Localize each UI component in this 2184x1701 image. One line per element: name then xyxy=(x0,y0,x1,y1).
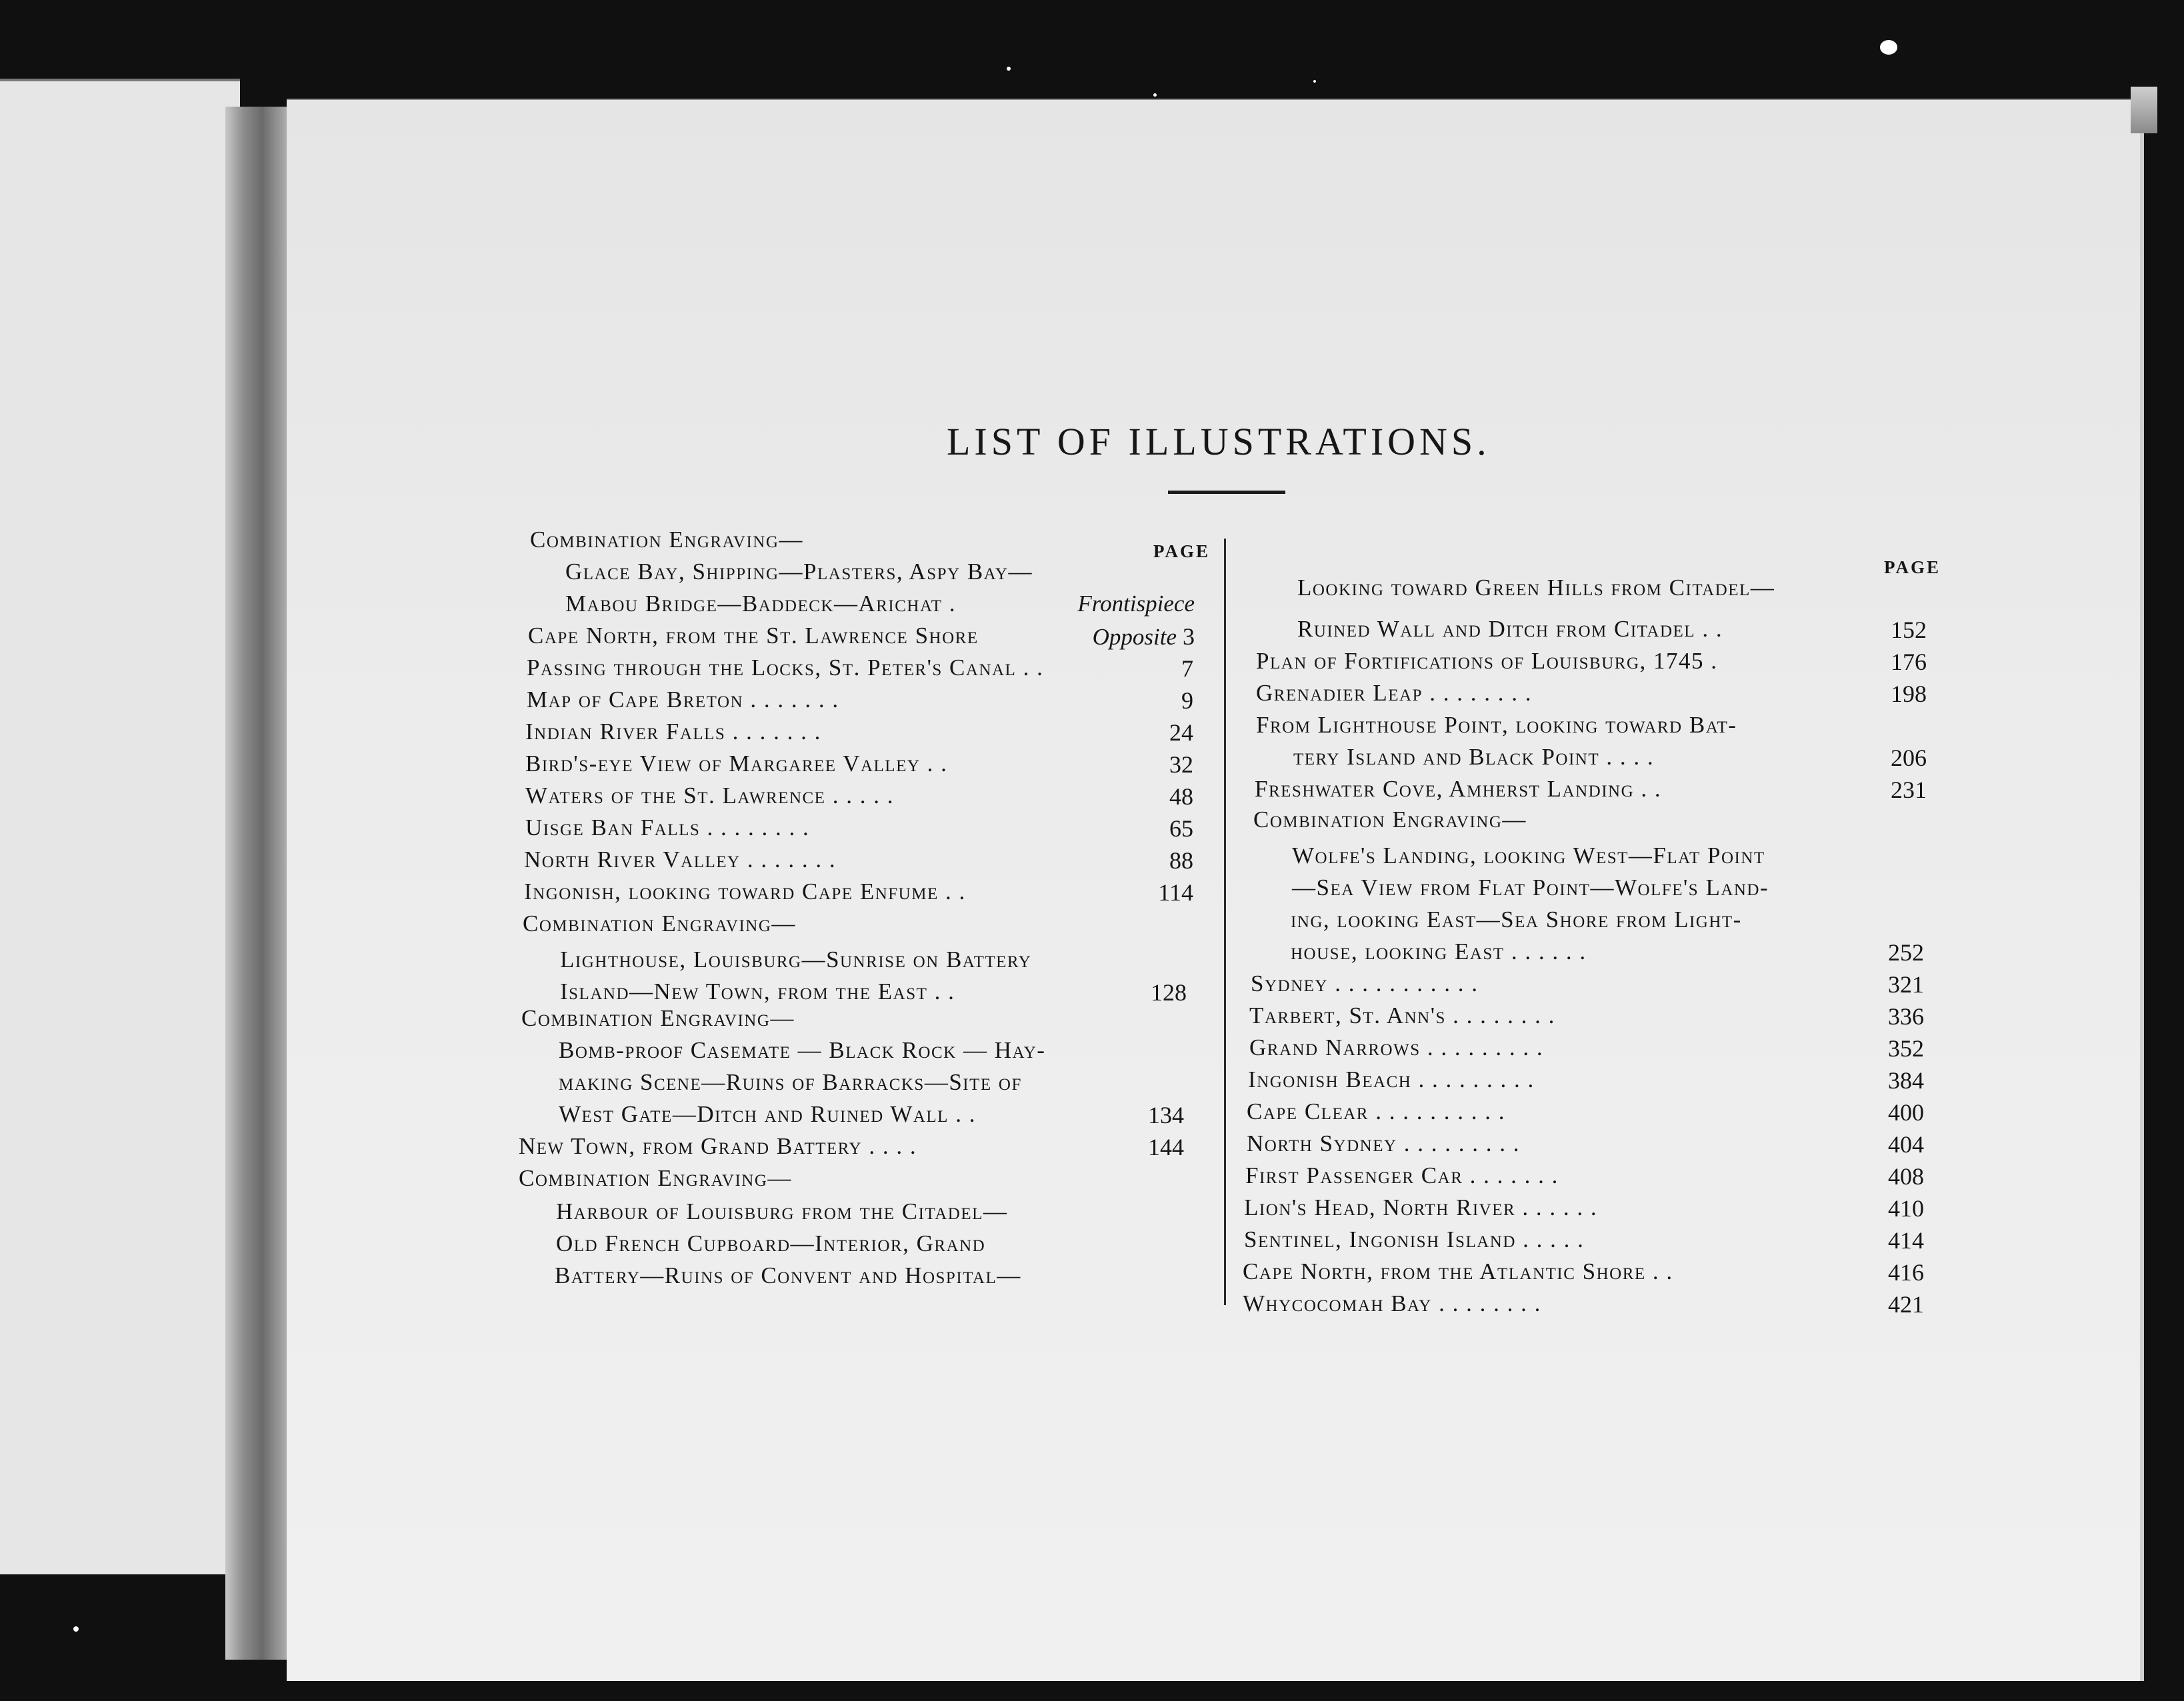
list-item-page: 65 xyxy=(1169,815,1193,842)
list-item: Freshwater Cove, Amherst Landing . . xyxy=(1255,776,1662,802)
list-item: Cape Clear . . . . . . . . . . xyxy=(1247,1098,1505,1124)
list-item: Bomb-proof Casemate — Black Rock — Hay- xyxy=(559,1037,1046,1063)
list-item-page: 321 xyxy=(1888,971,1924,998)
list-item-page: 404 xyxy=(1888,1131,1924,1158)
list-item-page: 421 xyxy=(1888,1291,1924,1318)
list-item-page: 128 xyxy=(1151,979,1187,1006)
list-item-page: 48 xyxy=(1169,783,1193,810)
list-item: Passing through the Locks, St. Peter's Canal . . xyxy=(527,655,1044,681)
list-item: First Passenger Car . . . . . . . xyxy=(1245,1162,1559,1188)
list-item-page: 416 xyxy=(1888,1259,1924,1286)
list-item-page: 176 xyxy=(1891,649,1927,675)
list-item-page: 24 xyxy=(1169,719,1193,746)
list-item-page: 352 xyxy=(1888,1035,1924,1062)
dust-speck xyxy=(1880,40,1897,55)
title-rule xyxy=(1168,491,1285,494)
list-item: West Gate—Ditch and Ruined Wall . . xyxy=(559,1101,976,1127)
list-item-page: 114 xyxy=(1158,879,1193,906)
list-item: house, looking East . . . . . . xyxy=(1291,938,1587,964)
page-right-edge xyxy=(2131,87,2157,133)
list-item-page: 9 xyxy=(1181,687,1193,714)
list-item-page: 408 xyxy=(1888,1163,1924,1190)
list-item: Looking toward Green Hills from Citadel— xyxy=(1297,575,1775,601)
list-item-page: 7 xyxy=(1181,655,1193,682)
list-item: Ingonish Beach . . . . . . . . . xyxy=(1248,1066,1535,1092)
list-item: Grand Narrows . . . . . . . . . xyxy=(1249,1034,1544,1060)
list-item-page: 198 xyxy=(1891,681,1927,707)
list-item: tery Island and Black Point . . . . xyxy=(1293,744,1655,770)
list-item: Harbour of Louisburg from the Citadel— xyxy=(556,1198,1008,1224)
list-item-page: 88 xyxy=(1169,847,1193,874)
list-item: Combination Engraving— xyxy=(521,1005,795,1031)
list-item-page: 152 xyxy=(1891,617,1927,643)
page-title: LIST OF ILLUSTRATIONS. xyxy=(947,419,1491,463)
list-item-page: 206 xyxy=(1891,745,1927,771)
list-item: Glace Bay, Shipping—Plasters, Aspy Bay— xyxy=(565,559,1033,585)
dust-speck xyxy=(1313,80,1316,83)
list-item: Ruined Wall and Ditch from Citadel . . xyxy=(1297,616,1723,642)
list-item-page: Frontispiece xyxy=(1077,591,1195,617)
list-item: Uisge Ban Falls . . . . . . . . xyxy=(525,815,810,841)
list-item: making Scene—Ruins of Barracks—Site of xyxy=(559,1069,1022,1095)
list-item: Ingonish, looking toward Cape Enfume . . xyxy=(524,878,966,904)
dust-speck xyxy=(1153,93,1157,97)
list-item: Sentinel, Ingonish Island . . . . . xyxy=(1244,1226,1585,1252)
list-item: Combination Engraving— xyxy=(1253,807,1527,833)
column-divider xyxy=(1224,539,1226,1305)
list-item-page: Opposite 3 xyxy=(1092,623,1195,650)
list-item: Cape North, from the Atlantic Shore . . xyxy=(1243,1258,1673,1284)
list-item: Whycocomah Bay . . . . . . . . xyxy=(1243,1290,1541,1316)
list-item-page: 384 xyxy=(1888,1067,1924,1094)
list-item: Map of Cape Breton . . . . . . . xyxy=(527,687,839,713)
list-item: Lighthouse, Louisburg—Sunrise on Battery xyxy=(560,946,1032,972)
list-item-page: 336 xyxy=(1888,1003,1924,1030)
list-item: Combination Engraving— xyxy=(519,1165,792,1191)
list-item-page: 32 xyxy=(1169,751,1193,778)
list-item-page: 252 xyxy=(1888,939,1924,966)
list-item: Tarbert, St. Ann's . . . . . . . . xyxy=(1249,1002,1555,1028)
list-item: Sydney . . . . . . . . . . . xyxy=(1251,970,1479,996)
list-item: New Town, from Grand Battery . . . . xyxy=(519,1133,917,1159)
list-item: From Lighthouse Point, looking toward Bat- xyxy=(1256,712,1737,738)
list-item: Wolfe's Landing, looking West—Flat Point xyxy=(1292,843,1765,868)
list-item: Combination Engraving— xyxy=(523,910,796,936)
list-item: ing, looking East—Sea Shore from Light- xyxy=(1291,906,1742,932)
list-item: Combination Engraving— xyxy=(530,527,803,553)
list-item: Mabou Bridge—Baddeck—Arichat . xyxy=(565,591,956,617)
list-item: Plan of Fortifications of Louisburg, 1745 . xyxy=(1256,648,1718,674)
list-item: North River Valley . . . . . . . xyxy=(524,847,837,872)
list-item: Bird's-eye View of Margaree Valley . . xyxy=(525,751,948,777)
list-item: North Sydney . . . . . . . . . xyxy=(1247,1130,1521,1156)
list-item: Indian River Falls . . . . . . . xyxy=(525,719,821,745)
list-item: Grenadier Leap . . . . . . . . xyxy=(1256,680,1533,706)
list-item-page: 231 xyxy=(1891,777,1927,803)
list-item-page: 144 xyxy=(1148,1134,1184,1160)
dust-speck xyxy=(73,1626,79,1632)
list-item-page: 134 xyxy=(1148,1102,1184,1128)
dust-speck xyxy=(1007,67,1011,71)
list-item: Island—New Town, from the East . . xyxy=(560,978,955,1004)
list-item: —Sea View from Flat Point—Wolfe's Land- xyxy=(1292,874,1769,900)
list-item-page: 414 xyxy=(1888,1227,1924,1254)
list-item: Battery—Ruins of Convent and Hospital— xyxy=(555,1262,1021,1288)
right-page-label: PAGE xyxy=(1884,557,1941,577)
list-item-page: 400 xyxy=(1888,1099,1924,1126)
list-item-page: 410 xyxy=(1888,1195,1924,1222)
facing-page xyxy=(0,79,240,1574)
left-page-label: PAGE xyxy=(1153,541,1210,561)
list-item: Waters of the St. Lawrence . . . . . xyxy=(525,783,894,809)
list-item: Old French Cupboard—Interior, Grand xyxy=(556,1230,986,1256)
list-item: Cape North, from the St. Lawrence Shore xyxy=(528,623,979,649)
list-item: Lion's Head, North River . . . . . . xyxy=(1244,1194,1598,1220)
